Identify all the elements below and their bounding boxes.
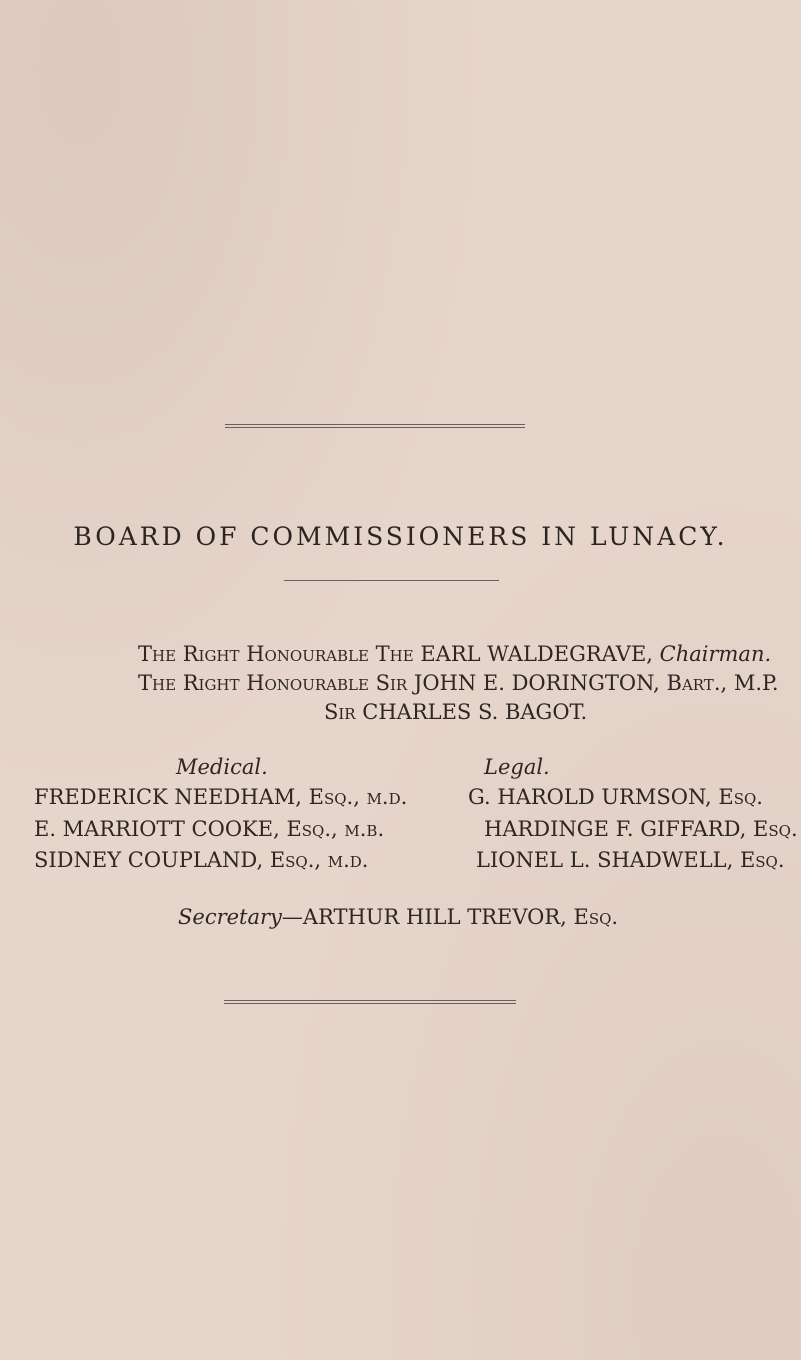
legal-column-heading: Legal. bbox=[484, 755, 550, 779]
second-commissioner-line bbox=[138, 671, 779, 695]
bottom-double-rule bbox=[224, 1000, 516, 1004]
third-name: Sir CHARLES S. BAGOT. bbox=[324, 700, 588, 724]
third-commissioner-line bbox=[324, 700, 587, 724]
second-name: Sir JOHN E. DORINGTON, bbox=[375, 671, 660, 695]
chairman-name: The EARL WALDEGRAVE, bbox=[375, 642, 653, 666]
top-double-rule bbox=[225, 424, 525, 428]
medical-row-3: SIDNEY COUPLAND, Esq., m.d. bbox=[34, 848, 369, 872]
medical-row-1: FREDERICK NEEDHAM, Esq., m.d. bbox=[34, 785, 408, 809]
secretary-label: Secretary— bbox=[178, 905, 303, 929]
secretary-suffix: Esq. bbox=[573, 905, 619, 929]
second-suffix: Bart., M.P. bbox=[666, 671, 779, 695]
chairman-line bbox=[138, 642, 771, 666]
legal-row-2: HARDINGE F. GIFFARD, Esq. bbox=[484, 817, 798, 841]
board-heading: BOARD OF COMMISSIONERS IN LUNACY. bbox=[73, 522, 728, 551]
secretary-line bbox=[178, 905, 618, 929]
heading-underline bbox=[284, 580, 499, 581]
chairman-prefix: The Right Honourable bbox=[138, 642, 369, 666]
legal-row-3: LIONEL L. SHADWELL, Esq. bbox=[476, 848, 785, 872]
second-prefix: The Right Honourable bbox=[138, 671, 369, 695]
chairman-role: Chairman. bbox=[659, 642, 772, 666]
medical-row-2: E. MARRIOTT COOKE, Esq., m.b. bbox=[34, 817, 385, 841]
legal-row-1: G. HAROLD URMSON, Esq. bbox=[468, 785, 763, 809]
secretary-name: ARTHUR HILL TREVOR, bbox=[302, 905, 567, 929]
medical-column-heading: Medical. bbox=[176, 755, 268, 779]
